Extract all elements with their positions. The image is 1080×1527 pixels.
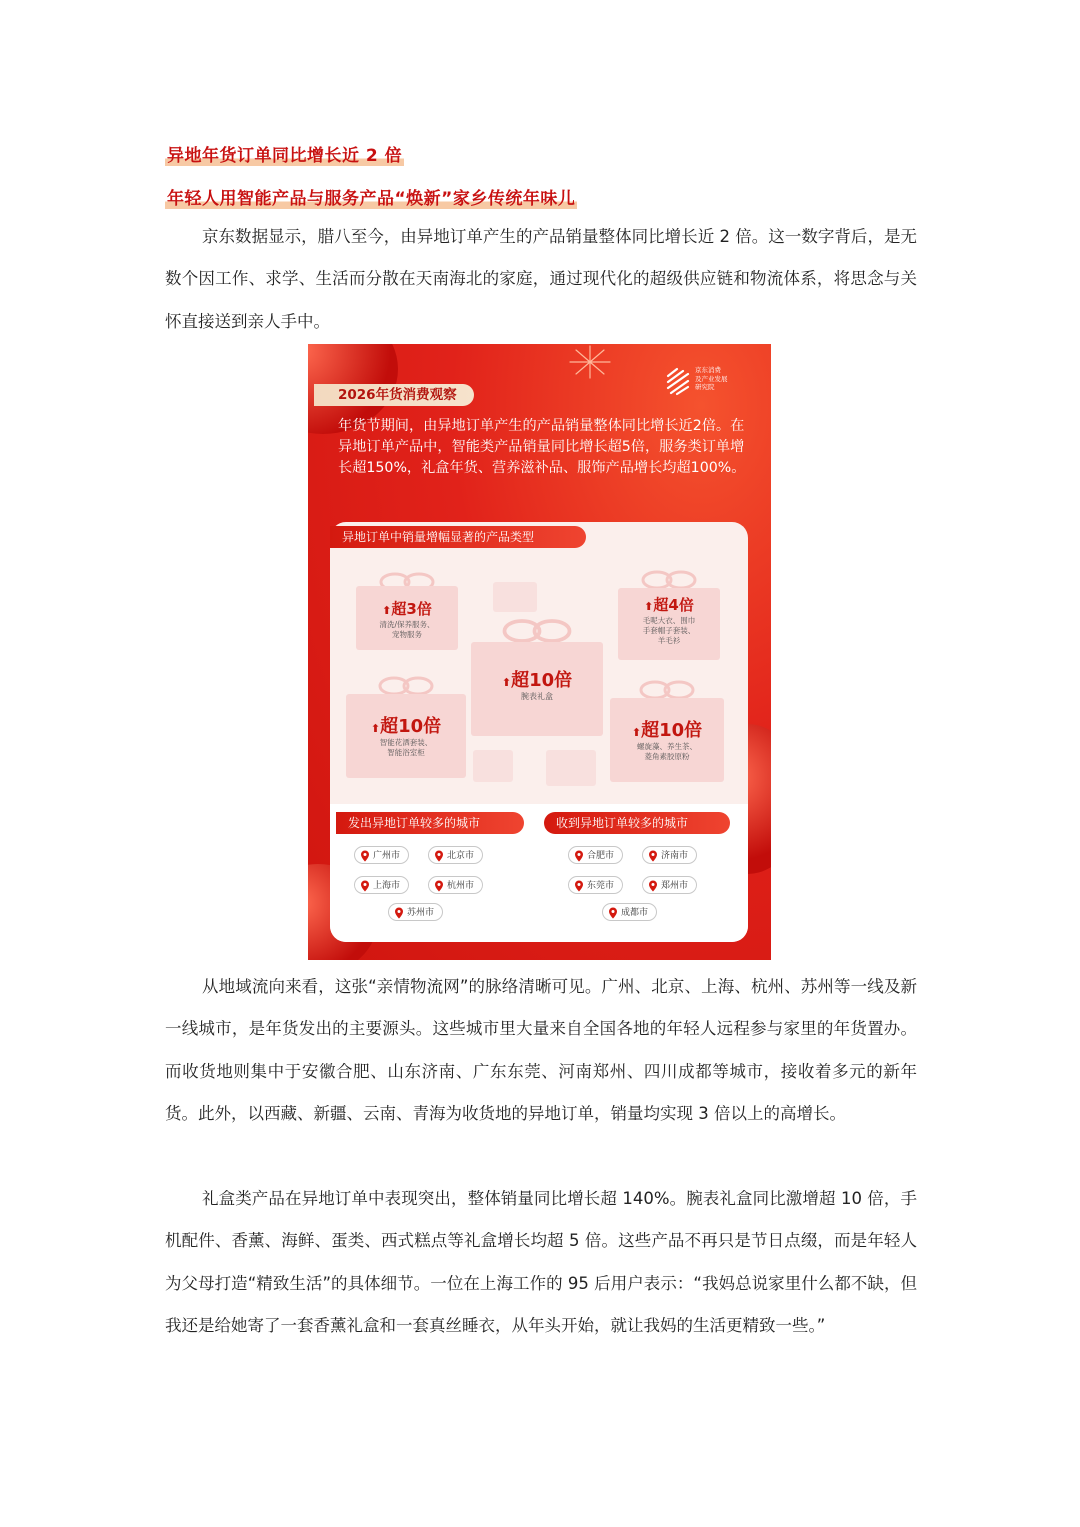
gift-desc: 腕表礼盒 — [521, 692, 553, 701]
gift-value: ⬆超4倍 — [644, 596, 694, 614]
location-pin-icon — [574, 880, 584, 892]
location-pin-icon — [394, 907, 404, 919]
city-chip: 郑州市 — [642, 876, 697, 894]
city-chip: 济南市 — [642, 846, 697, 864]
city-chip: 苏州市 — [388, 903, 443, 921]
location-pin-icon — [434, 850, 444, 862]
location-pin-icon — [648, 850, 658, 862]
infographic-poster — [308, 344, 771, 960]
city-chip: 广州市 — [354, 846, 409, 864]
gift-desc: 螺旋藻、养生茶、 菱角素胶原粉 — [637, 742, 697, 761]
gift-decoration-icon — [493, 572, 537, 612]
paragraph-intro: 京东数据显示，腊八至今，由异地订单产生的产品销量整体同比增长近 2 倍。这一数字背后，是无数个因工作、求学、生活而分散在天南海北的家庭，通过现代化的超级供应链和物流体系，将思念与关怀直接送到亲人手中。 — [165, 227, 917, 331]
location-pin-icon — [360, 880, 370, 892]
location-pin-icon — [648, 880, 658, 892]
gift-desc: 智能花洒套装、 智能浴室柜 — [379, 738, 433, 757]
logo-stripes-icon — [665, 366, 691, 396]
gift-desc: 清洗/保养服务、 宠物服务 — [379, 620, 435, 639]
paragraph-regions: 从地域流向来看，这张“亲情物流网”的脉络清晰可见。广州、北京、上海、杭州、苏州等一线及新一线城市，是年货发出的主要源头。这些城市里大量来自全国各地的年轻人远程参与家里的年货置办。而收货地则集中于安徽合肥、山东济南、广东东莞、河南郑州、四川成都等城市，接收着多元的新年货。此外，以西藏、新疆、云南、青海为收货地的异地订单，销量均实现 3 倍以上的高增长。 — [165, 977, 917, 1124]
city-chip: 成都市 — [602, 903, 657, 921]
city-chip: 北京市 — [428, 846, 483, 864]
section-heading-1: 异地年货订单同比增长近 2 倍 — [167, 146, 403, 166]
gift-decoration-icon — [473, 742, 513, 782]
gift-card-smart-home — [346, 674, 466, 778]
send-cities-title: 发出异地订单较多的城市 — [336, 812, 524, 834]
gift-card-watch — [471, 616, 603, 736]
location-pin-icon — [360, 850, 370, 862]
gift-decoration-icon — [546, 742, 596, 786]
paragraph-gift-boxes: 礼盒类产品在异地订单中表现突出，整体销量同比增长超 140%。腕表礼盒同比激增超 10 倍，手机配件、香薰、海鲜、蛋类、西式糕点等礼盒增长均超 5 倍。这些产品不再只是节日点缀，而是年轻人为父母打造“精致生活”的具体细节。一位在上海工作的 95 后用户表示：“我妈总说家里什么都不缺，但我还是给她寄了一套香薰礼盒和一套真丝睡衣，从年头开始，就让我妈的生活更精致一些。” — [165, 1189, 917, 1336]
city-chip: 杭州市 — [428, 876, 483, 894]
gift-card-nutrition — [610, 678, 724, 782]
gift-value: ⬆超3倍 — [382, 600, 432, 618]
gift-value: ⬆超10倍 — [370, 716, 442, 737]
section-heading-2: 年轻人用智能产品与服务产品“焕新”家乡传统年味儿 — [167, 189, 576, 209]
location-pin-icon — [608, 907, 618, 919]
location-pin-icon — [434, 880, 444, 892]
city-chip: 合肥市 — [568, 846, 623, 864]
city-chip: 上海市 — [354, 876, 409, 894]
gift-value: ⬆超10倍 — [501, 670, 573, 691]
gift-value: ⬆超10倍 — [631, 720, 703, 741]
location-pin-icon — [574, 850, 584, 862]
products-section-title: 异地订单中销量增幅显著的产品类型 — [330, 526, 586, 548]
city-chip: 东莞市 — [568, 876, 623, 894]
gift-card-service — [356, 570, 458, 650]
logo-text: 京东消费 及产业发展 研究院 — [695, 366, 728, 391]
jd-institute-logo — [665, 364, 745, 400]
poster-intro-text: 年货节期间，由异地订单产生的产品销量整体同比增长近2倍。在异地订单产品中，智能类产品销量同比增长超5倍，服务类订单增长超150%，礼盒年货、营养滋补品、服饰产品增长均超100%。 — [338, 418, 746, 476]
gift-card-apparel — [618, 568, 720, 660]
firework-icon — [560, 344, 620, 380]
gift-desc: 毛呢大衣、围巾 手套帽子套装、 羊毛衫 — [642, 616, 696, 645]
observation-tag: 2026年货消费观察 — [314, 384, 474, 406]
receive-cities-title: 收到异地订单较多的城市 — [544, 812, 730, 834]
